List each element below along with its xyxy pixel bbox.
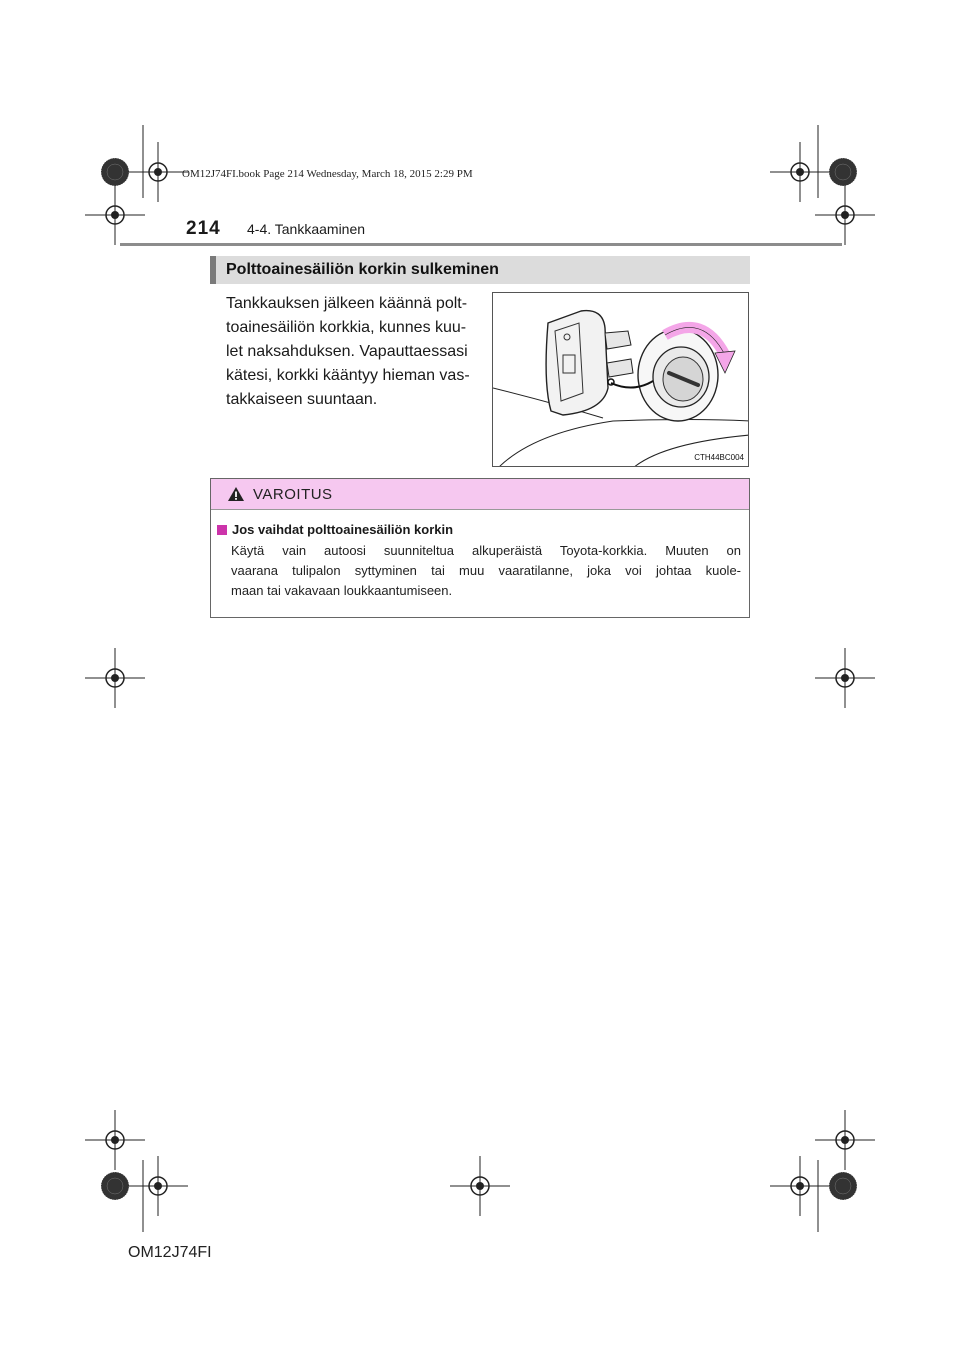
body-line: let naksahduksen. Vapauttaessasi	[226, 343, 468, 360]
fuel-cap-illustration	[492, 292, 749, 467]
crosshair-icon	[450, 1156, 510, 1216]
star-target-icon	[101, 158, 129, 186]
warning-item-heading-text: Jos vaihdat polttoainesäiliön korkin	[232, 522, 454, 537]
crosshair-icon	[85, 648, 145, 708]
crosshair-icon	[85, 1110, 145, 1170]
warning-header	[211, 479, 749, 510]
square-bullet-icon	[217, 525, 227, 535]
section-label: 4-4. Tankkaaminen	[247, 221, 366, 237]
star-target-icon	[101, 1172, 129, 1200]
body-line: takkaiseen suuntaan.	[226, 391, 378, 408]
warning-item-heading	[217, 522, 453, 537]
footer-model-code: OM12J74FI	[128, 1244, 212, 1261]
crosshair-icon	[815, 185, 875, 245]
body-line: Tankkauksen jälkeen käännä polt-	[226, 295, 468, 312]
warning-box	[210, 478, 750, 618]
warning-line: Käytä vain autoosi suunniteltua alkuperäistä Toyota-korkkia. Muuten on	[231, 543, 741, 558]
book-header: OM12J74FI.book Page 214 Wednesday, March 18, 2015 2:29 PM	[182, 168, 473, 180]
crosshair-icon	[128, 142, 188, 202]
body-line: kätesi, korkki kääntyy hieman vas-	[226, 367, 470, 384]
page-number: 214	[186, 218, 221, 239]
warning-line: maan tai vakavaan loukkaantumiseen.	[231, 583, 453, 598]
crosshair-icon	[815, 648, 875, 708]
crosshair-icon	[770, 142, 830, 202]
warning-line: vaarana tulipalon syttyminen tai muu vaaratilanne, joka voi johtaa kuole-	[231, 563, 741, 578]
body-paragraph	[226, 292, 480, 412]
section-heading: Polttoainesäiliön korkin sulkeminen	[210, 256, 750, 284]
figure-code: CTH44BC004	[694, 453, 744, 462]
fuel-door-drawing	[493, 293, 749, 467]
star-target-icon	[829, 158, 857, 186]
crosshair-icon	[128, 1156, 188, 1216]
star-target-icon	[829, 1172, 857, 1200]
crosshair-icon	[770, 1156, 830, 1216]
body-line: toainesäiliön korkkia, kunnes kuu-	[226, 319, 467, 336]
warning-text	[231, 541, 741, 601]
crosshair-icon	[815, 1110, 875, 1170]
crosshair-icon	[85, 185, 145, 245]
warning-triangle-icon	[227, 486, 245, 502]
warning-title: VAROITUS	[253, 485, 333, 503]
header-rule	[120, 243, 842, 246]
